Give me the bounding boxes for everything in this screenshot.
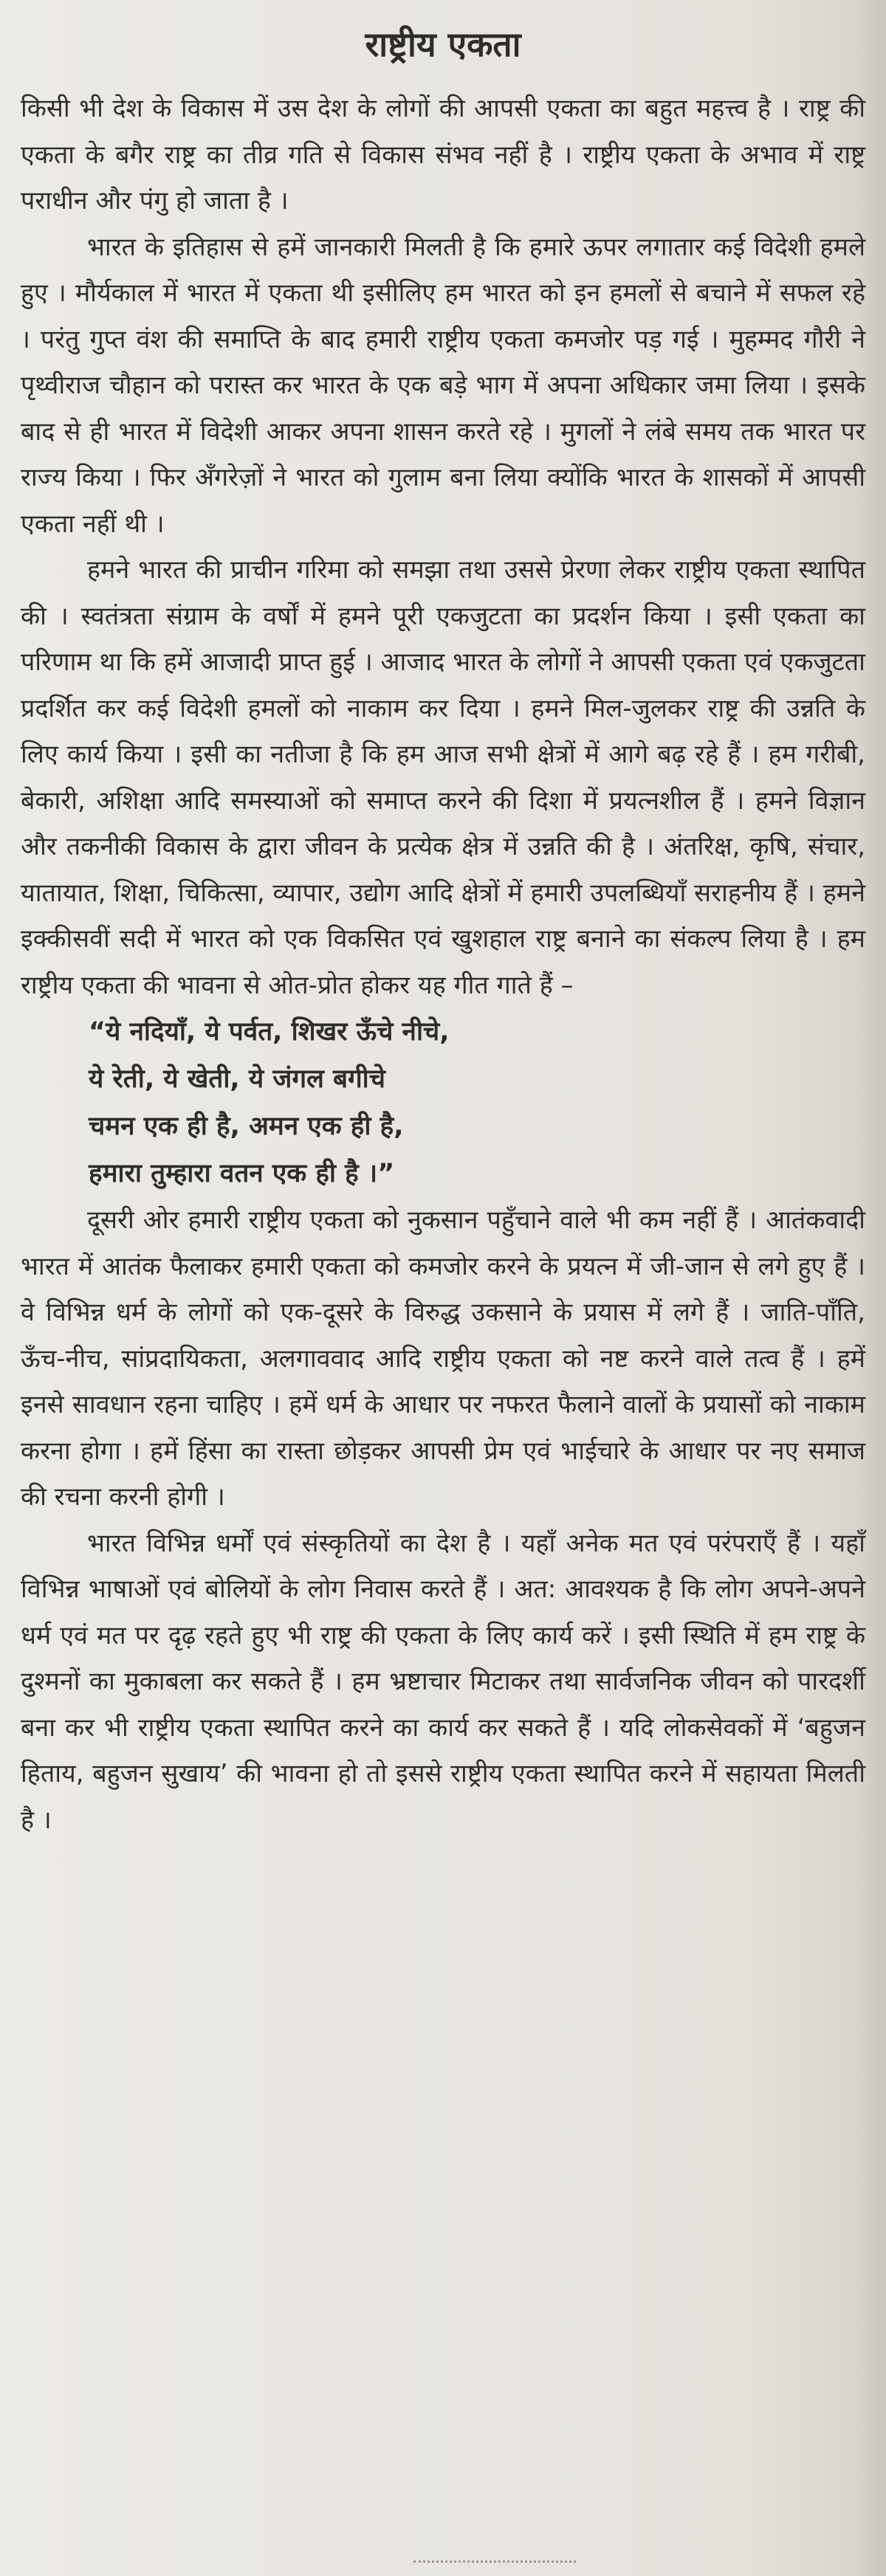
paragraph-5: भारत विभिन्न धर्मों एवं संस्कृतियों का देश है । यहाँ अनेक मत एवं परंपराएँ हैं । यहाँ विभिन्न भाषाओं एवं बोलियों के लोग निवास करते हैं । अत: आवश्यक है कि लोग अपने-अपने धर्म एवं मत पर दृढ़ रहते हुए भी राष्ट्र की एकता के लिए कार्य करें । इसी स्थिति में हम राष्ट्र के दुश्मनों का मुकाबला कर सकते हैं । हम भ्रष्टाचार मिटाकर तथा सार्वजनिक जीवन को पारदर्शी बना कर भी राष्ट्रीय एकता स्थापित करने का कार्य कर सकते हैं । यदि लोकसेवकों में ‘बहुजन हिताय, बहुजन सुखाय’ की भावना हो तो इससे राष्ट्रीय एकता स्थापित करने में सहायता मिलती है ।: [21, 1528, 865, 1835]
poem-line-1: “ये नदियाँ, ये पर्वत, शिखर ऊँचे नीचे,: [89, 1017, 450, 1047]
paragraph-1: किसी भी देश के विकास में उस देश के लोगों की आपसी एकता का बहुत महत्त्व है । राष्ट्र की एकता के बगैर राष्ट्र का तीव्र गति से विकास संभव नहीं है । राष्ट्रीय एकता के अभाव में राष्ट्र पराधीन और पंगु हो जाता है ।: [21, 94, 865, 216]
document-title: राष्ट्रीय एकता: [365, 24, 521, 64]
poem-line-3: चमन एक ही है, अमन एक ही है,: [89, 1112, 404, 1141]
poem-line-2: ये रेती, ये खेती, ये जंगल बगीचे: [89, 1064, 385, 1094]
paragraph-2: भारत के इतिहास से हमें जानकारी मिलती है कि हमारे ऊपर लगातार कई विदेशी हमले हुए । मौर्यकाल में भारत में एकता थी इसीलिए हम भारत को इन हमलों से बचाने में सफल रहे । परंतु गुप्त वंश की समाप्ति के बाद हमारी राष्ट्रीय एकता कमजोर पड़ गई । मुहम्मद गौरी ने पृथ्वीराज चौहान को परास्त कर भारत के एक बड़े भाग में अपना अधिकार जमा लिया । इसके बाद से ही भारत में विदेशी आकर अपना शासन करते रहे । मुगलों ने लंबे समय तक भारत पर राज्य किया । फिर अँगरेज़ों ने भारत को गुलाम बना लिया क्योंकि भारत के शासकों में आपसी एकता नहीं थी ।: [21, 232, 865, 539]
poem-line-4: हमारा तुम्हारा वतन एक ही है ।”: [89, 1159, 395, 1188]
page-bottom-mark: [413, 2560, 576, 2569]
paragraph-4: दूसरी ओर हमारी राष्ट्रीय एकता को नुकसान पहुँचाने वाले भी कम नहीं हैं । आतंकवादी भारत में आतंक फैलाकर हमारी एकता को कमजोर करने के प्रयत्न में जी-जान से लगे हुए हैं । वे विभिन्न धर्म के लोगों को एक-दूसरे के विरुद्ध उकसाने के प्रयास में लगे हैं । जाति-पाँति, ऊँच-नीच, सांप्रदायिकता, अलगाववाद आदि राष्ट्रीय एकता को नष्ट करने वाले तत्व हैं । हमें इनसे सावधान रहना चाहिए । हमें धर्म के आधार पर नफरत फैलाने वालों के प्रयासों को नाकाम करना होगा । हमें हिंसा का रास्ता छोड़कर आपसी प्रेम एवं भाईचारे के आधार पर नए समाज की रचना करनी होगी ।: [21, 1205, 865, 1512]
poem-block: [21, 1008, 865, 1197]
paragraph-3: हमने भारत की प्राचीन गरिमा को समझा तथा उससे प्रेरणा लेकर राष्ट्रीय एकता स्थापित की । स्वतंत्रता संग्राम के वर्षों में हमने पूरी एकजुटता का प्रदर्शन किया । इसी एकता का परिणाम था कि हमें आजादी प्राप्त हुई । आजाद भारत के लोगों ने आपसी एकता एवं एकजुटता प्रदर्शित कर कई विदेशी हमलों को नाकाम कर दिया । हमने मिल-जुलकर राष्ट्र की उन्नति के लिए कार्य किया । इसी का नतीजा है कि हम आज सभी क्षेत्रों में आगे बढ़ रहे हैं । हम गरीबी, बेकारी, अशिक्षा आदि समस्याओं को समाप्त करने की दिशा में प्रयत्नशील हैं । हमने विज्ञान और तकनीकी विकास के द्वारा जीवन के प्रत्येक क्षेत्र में उन्नति की है । अंतरिक्ष, कृषि, संचार, यातायात, शिक्षा, चिकित्सा, व्यापार, उद्योग आदि क्षेत्रों में हमारी उपलब्धियाँ सराहनीय हैं । हमने इक्कीसवीं सदी में भारत को एक विकसित एवं खुशहाल राष्ट्र बनाने का संकल्प लिया है । हम राष्ट्रीय एकता की भावना से ओत-प्रोत होकर यह गीत गाते हैं –: [21, 555, 865, 1000]
